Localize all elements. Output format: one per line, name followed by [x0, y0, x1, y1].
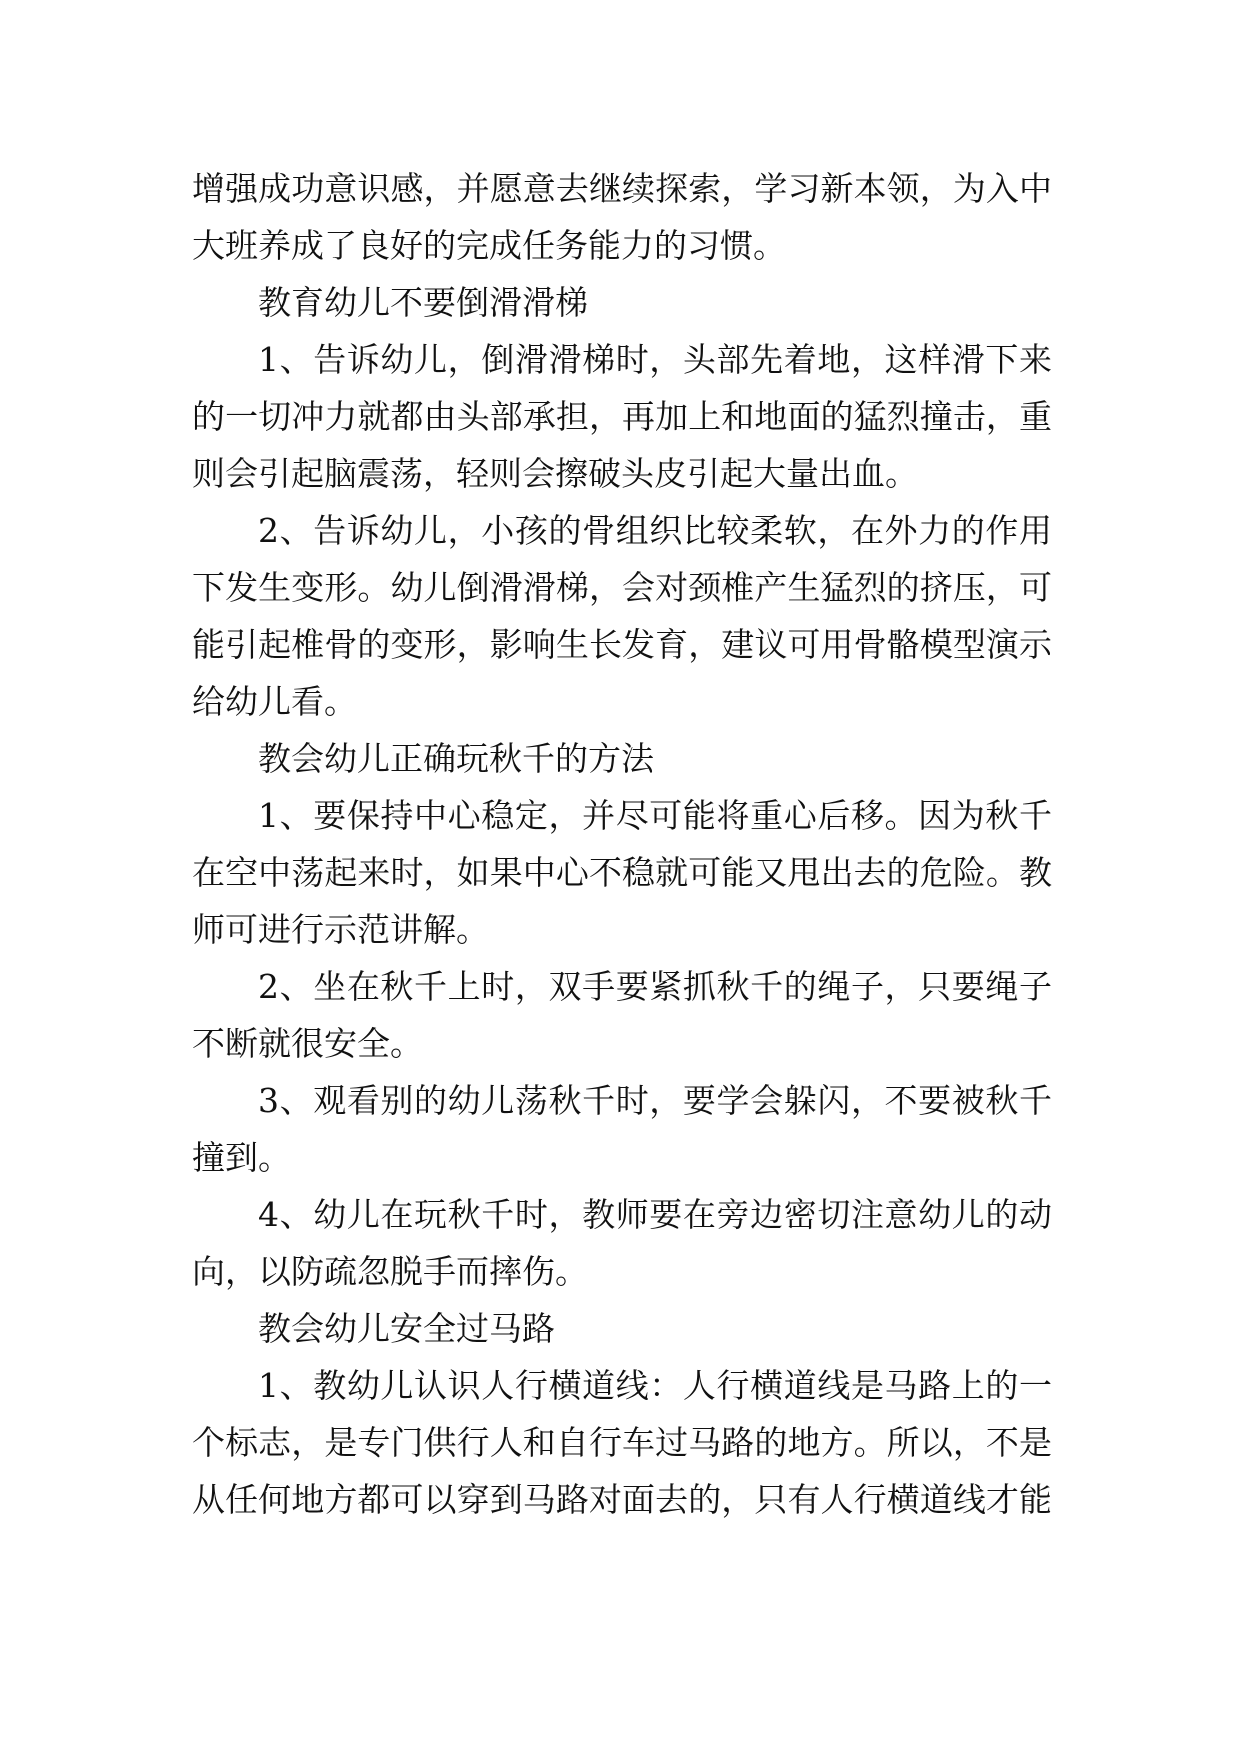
text-line: 3、观看别的幼儿荡秋千时，要学会躲闪，不要被秋千 — [258, 1081, 1052, 1120]
text-line: 1、教幼儿认识人行横道线：人行横道线是马路上的一 — [258, 1366, 1052, 1405]
text-line: 个标志，是专门供行人和自行车过马路的地方。所以，不是 — [192, 1423, 1052, 1462]
text-line: 给幼儿看。 — [192, 682, 357, 721]
text-line: 撞到。 — [192, 1138, 291, 1177]
text-line: 从任何地方都可以穿到马路对面去的，只有人行横道线才能 — [192, 1480, 1052, 1519]
text-line: 增强成功意识感，并愿意去继续探索，学习新本领，为入中 — [192, 169, 1052, 208]
text-line: 1、告诉幼儿，倒滑滑梯时，头部先着地，这样滑下来 — [258, 340, 1052, 379]
section-heading: 教育幼儿不要倒滑滑梯 — [258, 283, 588, 322]
text-line: 在空中荡起来时，如果中心不稳就可能又甩出去的危险。教 — [192, 853, 1052, 892]
text-line: 4、幼儿在玩秋千时，教师要在旁边密切注意幼儿的动 — [258, 1195, 1052, 1234]
text-line: 2、坐在秋千上时，双手要紧抓秋千的绳子，只要绳子 — [258, 967, 1052, 1006]
text-line: 2、告诉幼儿，小孩的骨组织比较柔软，在外力的作用 — [258, 511, 1052, 550]
text-line: 的一切冲力就都由头部承担，再加上和地面的猛烈撞击，重 — [192, 397, 1052, 436]
text-line: 师可进行示范讲解。 — [192, 910, 489, 949]
text-line: 向，以防疏忽脱手而摔伤。 — [192, 1252, 588, 1291]
text-line: 则会引起脑震荡，轻则会擦破头皮引起大量出血。 — [192, 454, 918, 493]
section-heading: 教会幼儿安全过马路 — [258, 1309, 555, 1348]
text-line: 大班养成了良好的完成任务能力的习惯。 — [192, 226, 786, 265]
section-heading: 教会幼儿正确玩秋千的方法 — [258, 739, 654, 778]
text-line: 下发生变形。幼儿倒滑滑梯，会对颈椎产生猛烈的挤压，可 — [192, 568, 1052, 607]
text-line: 能引起椎骨的变形，影响生长发育，建议可用骨骼模型演示 — [192, 625, 1052, 664]
text-line: 不断就很安全。 — [192, 1024, 423, 1063]
text-line: 1、要保持中心稳定，并尽可能将重心后移。因为秋千 — [258, 796, 1052, 835]
